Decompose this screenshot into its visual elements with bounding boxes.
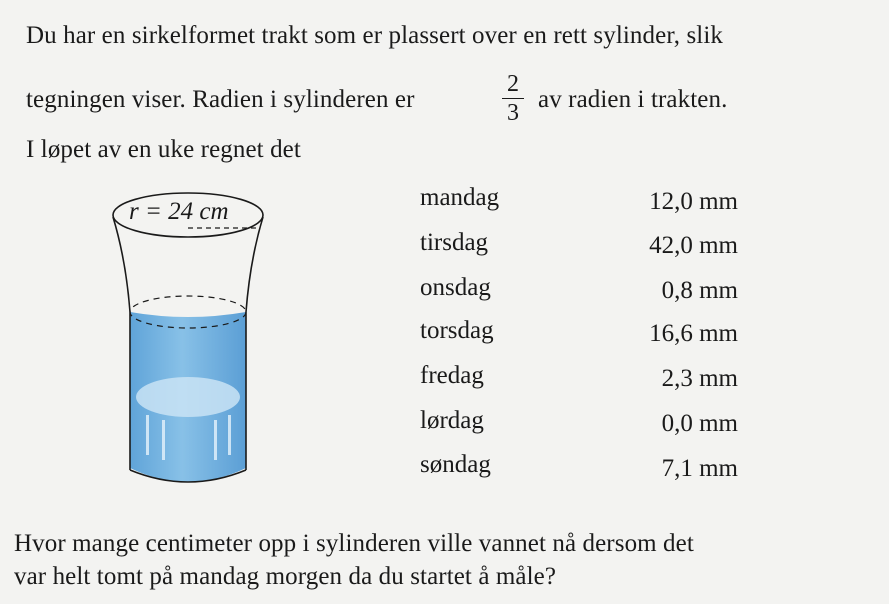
reflection-streak bbox=[228, 415, 231, 455]
rain-amount: 12,0 mm bbox=[649, 188, 738, 215]
rain-amount: 42,0 mm bbox=[649, 232, 738, 259]
funnel-cylinder-figure bbox=[108, 190, 278, 500]
reflection-streak bbox=[162, 420, 165, 460]
rain-day: fredag bbox=[420, 362, 484, 389]
rain-amount: 0,8 mm bbox=[661, 277, 738, 304]
fraction-numerator: 2 bbox=[507, 71, 519, 97]
reflection-streak bbox=[146, 415, 149, 455]
question-line-2: var helt tomt på mandag morgen da du startet å måle? bbox=[14, 563, 557, 590]
rain-day: tirsdag bbox=[420, 229, 489, 256]
water-surface bbox=[136, 377, 240, 417]
intro-line-2-end: av radien i trakten. bbox=[538, 86, 728, 113]
rain-day: torsdag bbox=[420, 317, 494, 344]
intro-line-1: Du har en sirkelformet trakt som er plassert over en rett sylinder, slik bbox=[26, 22, 723, 49]
rain-day: mandag bbox=[420, 184, 500, 211]
intro-line-2: tegningen viser. Radien i sylinderen er bbox=[26, 86, 415, 113]
funnel-right-side bbox=[246, 217, 263, 312]
question-line-1: Hvor mange centimeter opp i sylinderen ville vannet nå dersom det bbox=[14, 530, 694, 557]
rain-day: onsdag bbox=[420, 274, 491, 301]
rain-amount: 0,0 mm bbox=[661, 410, 738, 437]
radius-label: r = 24 cm bbox=[129, 198, 229, 225]
rain-amount: 16,6 mm bbox=[649, 320, 738, 347]
rain-day: lørdag bbox=[420, 407, 484, 434]
funnel-left-side bbox=[113, 217, 130, 312]
rain-amount: 2,3 mm bbox=[661, 365, 738, 392]
intro-line-3: I løpet av en uke regnet det bbox=[26, 136, 301, 163]
reflection-streak bbox=[214, 420, 217, 460]
rain-day: søndag bbox=[420, 451, 491, 478]
fraction-denominator: 3 bbox=[507, 100, 519, 126]
fraction-two-thirds bbox=[500, 72, 526, 125]
rain-amount: 7,1 mm bbox=[661, 455, 738, 482]
